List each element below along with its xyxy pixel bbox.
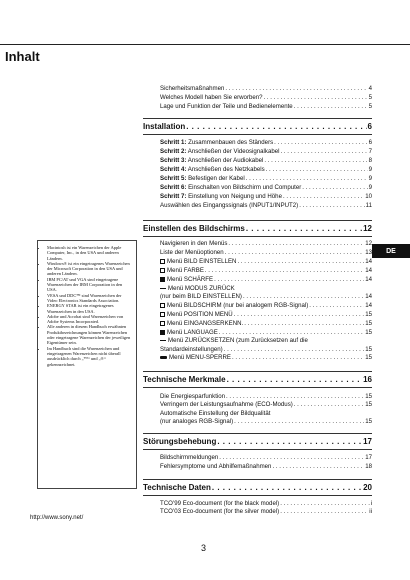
toc-entry[interactable]: [160, 418, 372, 426]
toc-entry-text: TCO’99 Eco-document (for the black model): [160, 500, 280, 507]
toc-entry[interactable]: [160, 285, 372, 293]
screen-icon: [160, 303, 165, 308]
trademark-item: • Macintosh ist ein Warenzeichen der Apple Computer, Inc., in den USA und anderen Ländern.: [47, 245, 132, 261]
toc-entry[interactable]: [160, 258, 372, 266]
toc-page-number: 15: [365, 320, 372, 327]
toc-entry-text: Menü BILDSCHIRM (nur bei analogem RGB-Signal): [167, 302, 309, 309]
trademark-item: • Adobe und Acrobat sind Warenzeichen von Adobe Systems Incorporated.: [47, 314, 132, 325]
toc-page-number: 9: [368, 175, 372, 182]
dot-leader: [186, 122, 366, 131]
toc-step-prefix: Schritt 4:: [160, 166, 187, 173]
dot-leader: [280, 148, 367, 156]
input-sensing-icon: [160, 321, 165, 326]
toc-entry-text: Navigieren in den Menüs: [160, 240, 228, 247]
dot-leader: [283, 193, 364, 201]
dot-leader: [272, 463, 364, 471]
toc-entry-label: [160, 508, 279, 516]
dot-leader: [274, 139, 367, 147]
toc-page-number: 15: [365, 346, 372, 353]
section-page-number: 17: [363, 437, 372, 446]
toc-section-header[interactable]: [143, 371, 372, 388]
toc-entry-label: [160, 202, 298, 210]
trademark-notice-box: [37, 240, 137, 489]
toc-entry-text: Welches Modell haben Sie erworben?: [160, 94, 263, 101]
toc-entry-text: Die Energiesparfunktion: [160, 393, 226, 400]
toc-entry-label: [160, 293, 242, 301]
toc-entry-text: TCO’03 Eco-document (for the silver model): [160, 508, 280, 515]
toc-entry-text: Anschließen des Netzkabels: [186, 166, 265, 173]
toc-entry[interactable]: [160, 103, 372, 111]
trademark-item: • IBM PC/AT und VGA sind eingetragene Warenzeichen der IBM Corporation in den USA.: [47, 277, 132, 293]
toc-page-number: 15: [365, 418, 372, 425]
toc-entry[interactable]: [160, 267, 372, 275]
trademark-item: • VESA und DDC™ sind Warenzeichen der Video Electronics Standards Association.: [47, 293, 132, 304]
toc-step-prefix: Schritt 1:: [160, 139, 187, 146]
toc-entry[interactable]: [160, 175, 372, 183]
toc-entry-label: [160, 410, 270, 418]
dot-leader: [244, 320, 364, 328]
toc-section-header[interactable]: [143, 479, 372, 496]
dot-leader: [264, 94, 368, 102]
toc-page-number: ii: [369, 508, 372, 515]
toc-entry[interactable]: [160, 508, 372, 516]
toc-entry-label: [160, 393, 225, 401]
toc-section-header[interactable]: [143, 220, 372, 237]
toc-entry-label: [160, 346, 223, 354]
toc-entry[interactable]: [160, 85, 372, 93]
dot-leader: [224, 346, 365, 354]
toc-entry-label: [160, 249, 224, 257]
toc-entry[interactable]: [160, 393, 372, 401]
toc-entry-text: Menü EINGANGSERKENN.: [167, 320, 244, 327]
dot-leader: [227, 375, 363, 384]
top-rule: [0, 44, 410, 45]
toc-entry-label: [160, 276, 213, 284]
toc-page-number: 15: [365, 354, 372, 361]
toc-entry-label: [160, 139, 273, 147]
toc-entry-text: Menü MODUS ZURÜCK: [168, 285, 235, 292]
trademark-item: • Im Handbuch sind die Warenzeichen und eingetragenen Warenzeichen nicht überall ausdrücklich durch „™“ und „®“ gekennzeichnet.: [47, 346, 132, 367]
toc-entry-text: Auswählen des Eingangssignals (INPUT1/INPUT2): [160, 202, 299, 209]
toc-entry[interactable]: [160, 500, 372, 508]
toc-page-number: 9: [368, 184, 372, 191]
dot-leader: [219, 454, 364, 462]
toc-entry[interactable]: [160, 302, 372, 310]
toc-entry[interactable]: [160, 454, 372, 462]
section-title: Störungsbehebung: [143, 437, 217, 446]
toc-page-number: 14: [365, 267, 372, 274]
toc-entry-label: [160, 320, 243, 328]
toc-page-number: 15: [365, 329, 372, 336]
toc-entry-label: [160, 267, 204, 275]
picture-adjust-icon: [160, 259, 165, 264]
toc-page-number: 14: [365, 302, 372, 309]
toc-page-number: 13: [365, 249, 372, 256]
section-page-number: 6: [367, 122, 372, 131]
toc-entry-label: [160, 311, 233, 319]
toc-entry[interactable]: [160, 410, 372, 418]
toc-entry-label: [160, 354, 231, 362]
toc-entry-text: Menü FARBE: [167, 267, 204, 274]
dot-leader: [232, 354, 364, 362]
trademark-item: • Alle anderen in diesem Handbuch erwähnten Produktbezeichnungen können Warenzeichen oder eingetragene Warenzeichen der jeweiligen Eigentümer sein.: [47, 324, 132, 345]
toc-entry-text: Menü SCHÄRFE: [167, 276, 214, 283]
toc-step-prefix: Schritt 2:: [160, 148, 187, 155]
toc-entry[interactable]: [160, 166, 372, 174]
toc-page-number: 6: [368, 139, 372, 146]
section-title: Technische Daten: [143, 483, 211, 492]
page-title: Inhalt: [5, 49, 40, 64]
toc-entry-label: [160, 418, 233, 426]
toc-entry-text: Liste der Menüoptionen: [160, 249, 224, 256]
dot-leader: [266, 166, 368, 174]
toc-entry[interactable]: [160, 354, 372, 362]
toc-page-number: 15: [365, 401, 372, 408]
dot-leader: [217, 437, 362, 446]
toc-entry-text: Anschließen der Audiokabel: [186, 157, 264, 164]
toc-entry-text: Menü LANGUAGE: [167, 329, 218, 336]
toc-entry-text: Einstellung von Neigung und Höhe: [186, 193, 282, 200]
toc-page-number: 8: [368, 157, 372, 164]
dot-leader: [234, 311, 365, 319]
toc-page-number: 17: [365, 454, 372, 461]
toc-page-number: 12: [365, 240, 372, 247]
website-url[interactable]: http://www.sony.net/: [30, 515, 84, 521]
toc-entry-label: [160, 463, 271, 471]
toc-step-prefix: Schritt 3:: [160, 157, 187, 164]
section-page-number: 16: [363, 375, 372, 384]
dot-leader: [294, 103, 368, 111]
dot-leader: [234, 418, 364, 426]
toc-page-number: 9: [368, 166, 372, 173]
toc-page-number: 15: [365, 393, 372, 400]
toc-entry[interactable]: [160, 184, 372, 192]
toc-entry-label: [160, 401, 293, 409]
toc-entry-text: Standardeinstellungen): [160, 346, 223, 353]
dot-leader: [228, 240, 364, 248]
dot-leader: [302, 184, 367, 192]
sharpness-icon: [160, 277, 165, 282]
dot-leader: [237, 258, 364, 266]
dot-leader: [214, 276, 364, 284]
toc-entry-text: Zusammenbauen des Ständers: [186, 139, 274, 146]
dot-leader: [299, 202, 364, 210]
toc-entry-text: Fehlersymptome und Abhilfemaßnahmen: [160, 463, 272, 470]
toc-page-number: 5: [368, 94, 372, 101]
toc-entry-label: [160, 500, 279, 508]
toc-entry[interactable]: [160, 311, 372, 319]
mode-reset-icon: [160, 288, 166, 289]
toc-page-number: 14: [365, 258, 372, 265]
toc-entry-text: Lage und Funktion der Teile und Bedienelemente: [160, 103, 293, 110]
toc-entry-text: Automatische Einstellung der Bildqualität: [160, 410, 271, 417]
dot-leader: [246, 224, 362, 233]
toc-step-prefix: Schritt 7:: [160, 193, 187, 200]
toc-page-number: i: [370, 500, 372, 507]
dot-leader: [219, 329, 364, 337]
section-page-number: 20: [363, 483, 372, 492]
toc-entry-label: [160, 157, 263, 165]
color-icon: [160, 268, 165, 273]
page-number: 3: [201, 543, 207, 553]
toc-entry-label: [160, 193, 282, 201]
toc-entry-label: [160, 258, 236, 266]
language-icon: [160, 330, 165, 335]
toc-entry-label: [160, 240, 227, 248]
trademark-item: • ENERGY STAR ist ein eingetragenes Warenzeichen in den USA.: [47, 303, 132, 314]
toc-entry-label: [160, 454, 218, 462]
toc-page-number: 15: [365, 311, 372, 318]
toc-entry-label: [160, 166, 265, 174]
toc-entry-text: Anschließen der Videosignalkabel: [186, 148, 280, 155]
toc-step-prefix: Schritt 6:: [160, 184, 187, 191]
dot-leader: [243, 293, 364, 301]
toc-page-number: 7: [368, 148, 372, 155]
toc-entry[interactable]: [160, 249, 372, 257]
toc-entry-label: [160, 302, 308, 310]
toc-entry-text: Verringern der Leistungsaufnahme (ECO-Modus): [160, 401, 293, 408]
toc-entry-text: Befestigen der Kabel: [186, 175, 245, 182]
toc-entry-label: [160, 103, 293, 111]
toc-entry-text: Menü BILD EINSTELLEN: [167, 258, 237, 265]
menu-lock-icon: [160, 356, 167, 359]
dot-leader: [280, 500, 369, 508]
toc-entry-label: [160, 285, 235, 293]
dot-leader: [225, 249, 365, 257]
toc-entry[interactable]: [160, 346, 372, 354]
toc-entry-text: Einschalten von Bildschirm und Computer: [186, 184, 302, 191]
reset-icon: [160, 340, 166, 341]
dot-leader: [246, 175, 368, 183]
toc-entry-label: [160, 85, 224, 93]
toc-page-number: 4: [368, 85, 372, 92]
dot-leader: [280, 508, 368, 516]
section-title: Technische Merkmale: [143, 375, 226, 384]
toc-entry[interactable]: [160, 276, 372, 284]
dot-leader: [264, 157, 367, 165]
toc-entry[interactable]: [160, 337, 372, 345]
section-page-number: 12: [363, 224, 372, 233]
toc-entry[interactable]: [160, 148, 372, 156]
toc-section-header[interactable]: [143, 433, 372, 450]
dot-leader: [225, 85, 367, 93]
toc-entry-label: [160, 184, 301, 192]
toc-entry-label: [160, 148, 279, 156]
toc-page-number: 14: [365, 293, 372, 300]
toc-section-header[interactable]: [143, 118, 372, 135]
toc-entry[interactable]: [160, 329, 372, 337]
dot-leader: [309, 302, 364, 310]
toc-step-prefix: Schritt 5:: [160, 175, 187, 182]
toc-entry[interactable]: [160, 401, 372, 409]
toc-entry[interactable]: [160, 293, 372, 301]
toc-entry[interactable]: [160, 463, 372, 471]
toc-page-number: 14: [365, 276, 372, 283]
toc-entry-label: [160, 337, 308, 345]
toc-entry-label: [160, 175, 245, 183]
toc-entry-label: [160, 94, 263, 102]
toc-entry-label: [160, 329, 218, 337]
toc-entry[interactable]: [160, 193, 372, 201]
toc-entry-text: Menü ZURÜCKSETZEN (zum Zurücksetzen auf die: [168, 337, 308, 344]
toc-entry[interactable]: [160, 94, 372, 102]
section-title: Installation: [143, 122, 186, 131]
toc-entry[interactable]: [160, 157, 372, 165]
dot-leader: [226, 393, 364, 401]
toc-entry-text: (nur beim BILD EINSTELLEN): [160, 293, 242, 300]
toc-entry-text: Bildschirmmeldungen: [160, 454, 219, 461]
dot-leader: [205, 267, 364, 275]
dot-leader: [294, 401, 364, 409]
trademark-list: [42, 245, 132, 367]
toc-entry[interactable]: [160, 202, 372, 210]
dot-leader: [212, 483, 362, 492]
toc-page-number: 11: [365, 202, 372, 209]
toc-entry-text: Menü POSITION MENÜ: [167, 311, 233, 318]
language-tab: DE: [372, 244, 410, 258]
toc-entry[interactable]: [160, 139, 372, 147]
toc-entry-text: (nur analoges RGB-Signal): [160, 418, 234, 425]
section-title: Einstellen des Bildschirms: [143, 224, 245, 233]
toc-entry-text: Menü MENU-SPERRE: [169, 354, 231, 361]
toc-entry[interactable]: [160, 240, 372, 248]
menu-position-icon: [160, 312, 165, 317]
toc-entry-text: Sicherheitsmaßnahmen: [160, 85, 225, 92]
trademark-item: • Windows® ist ein eingetragenes Warenzeichen der Microsoft Corporation in den USA und anderen Ländern.: [47, 261, 132, 277]
toc-entry[interactable]: [160, 320, 372, 328]
toc-page-number: 10: [365, 193, 372, 200]
toc-page-number: 5: [368, 103, 372, 110]
toc-page-number: 18: [365, 463, 372, 470]
